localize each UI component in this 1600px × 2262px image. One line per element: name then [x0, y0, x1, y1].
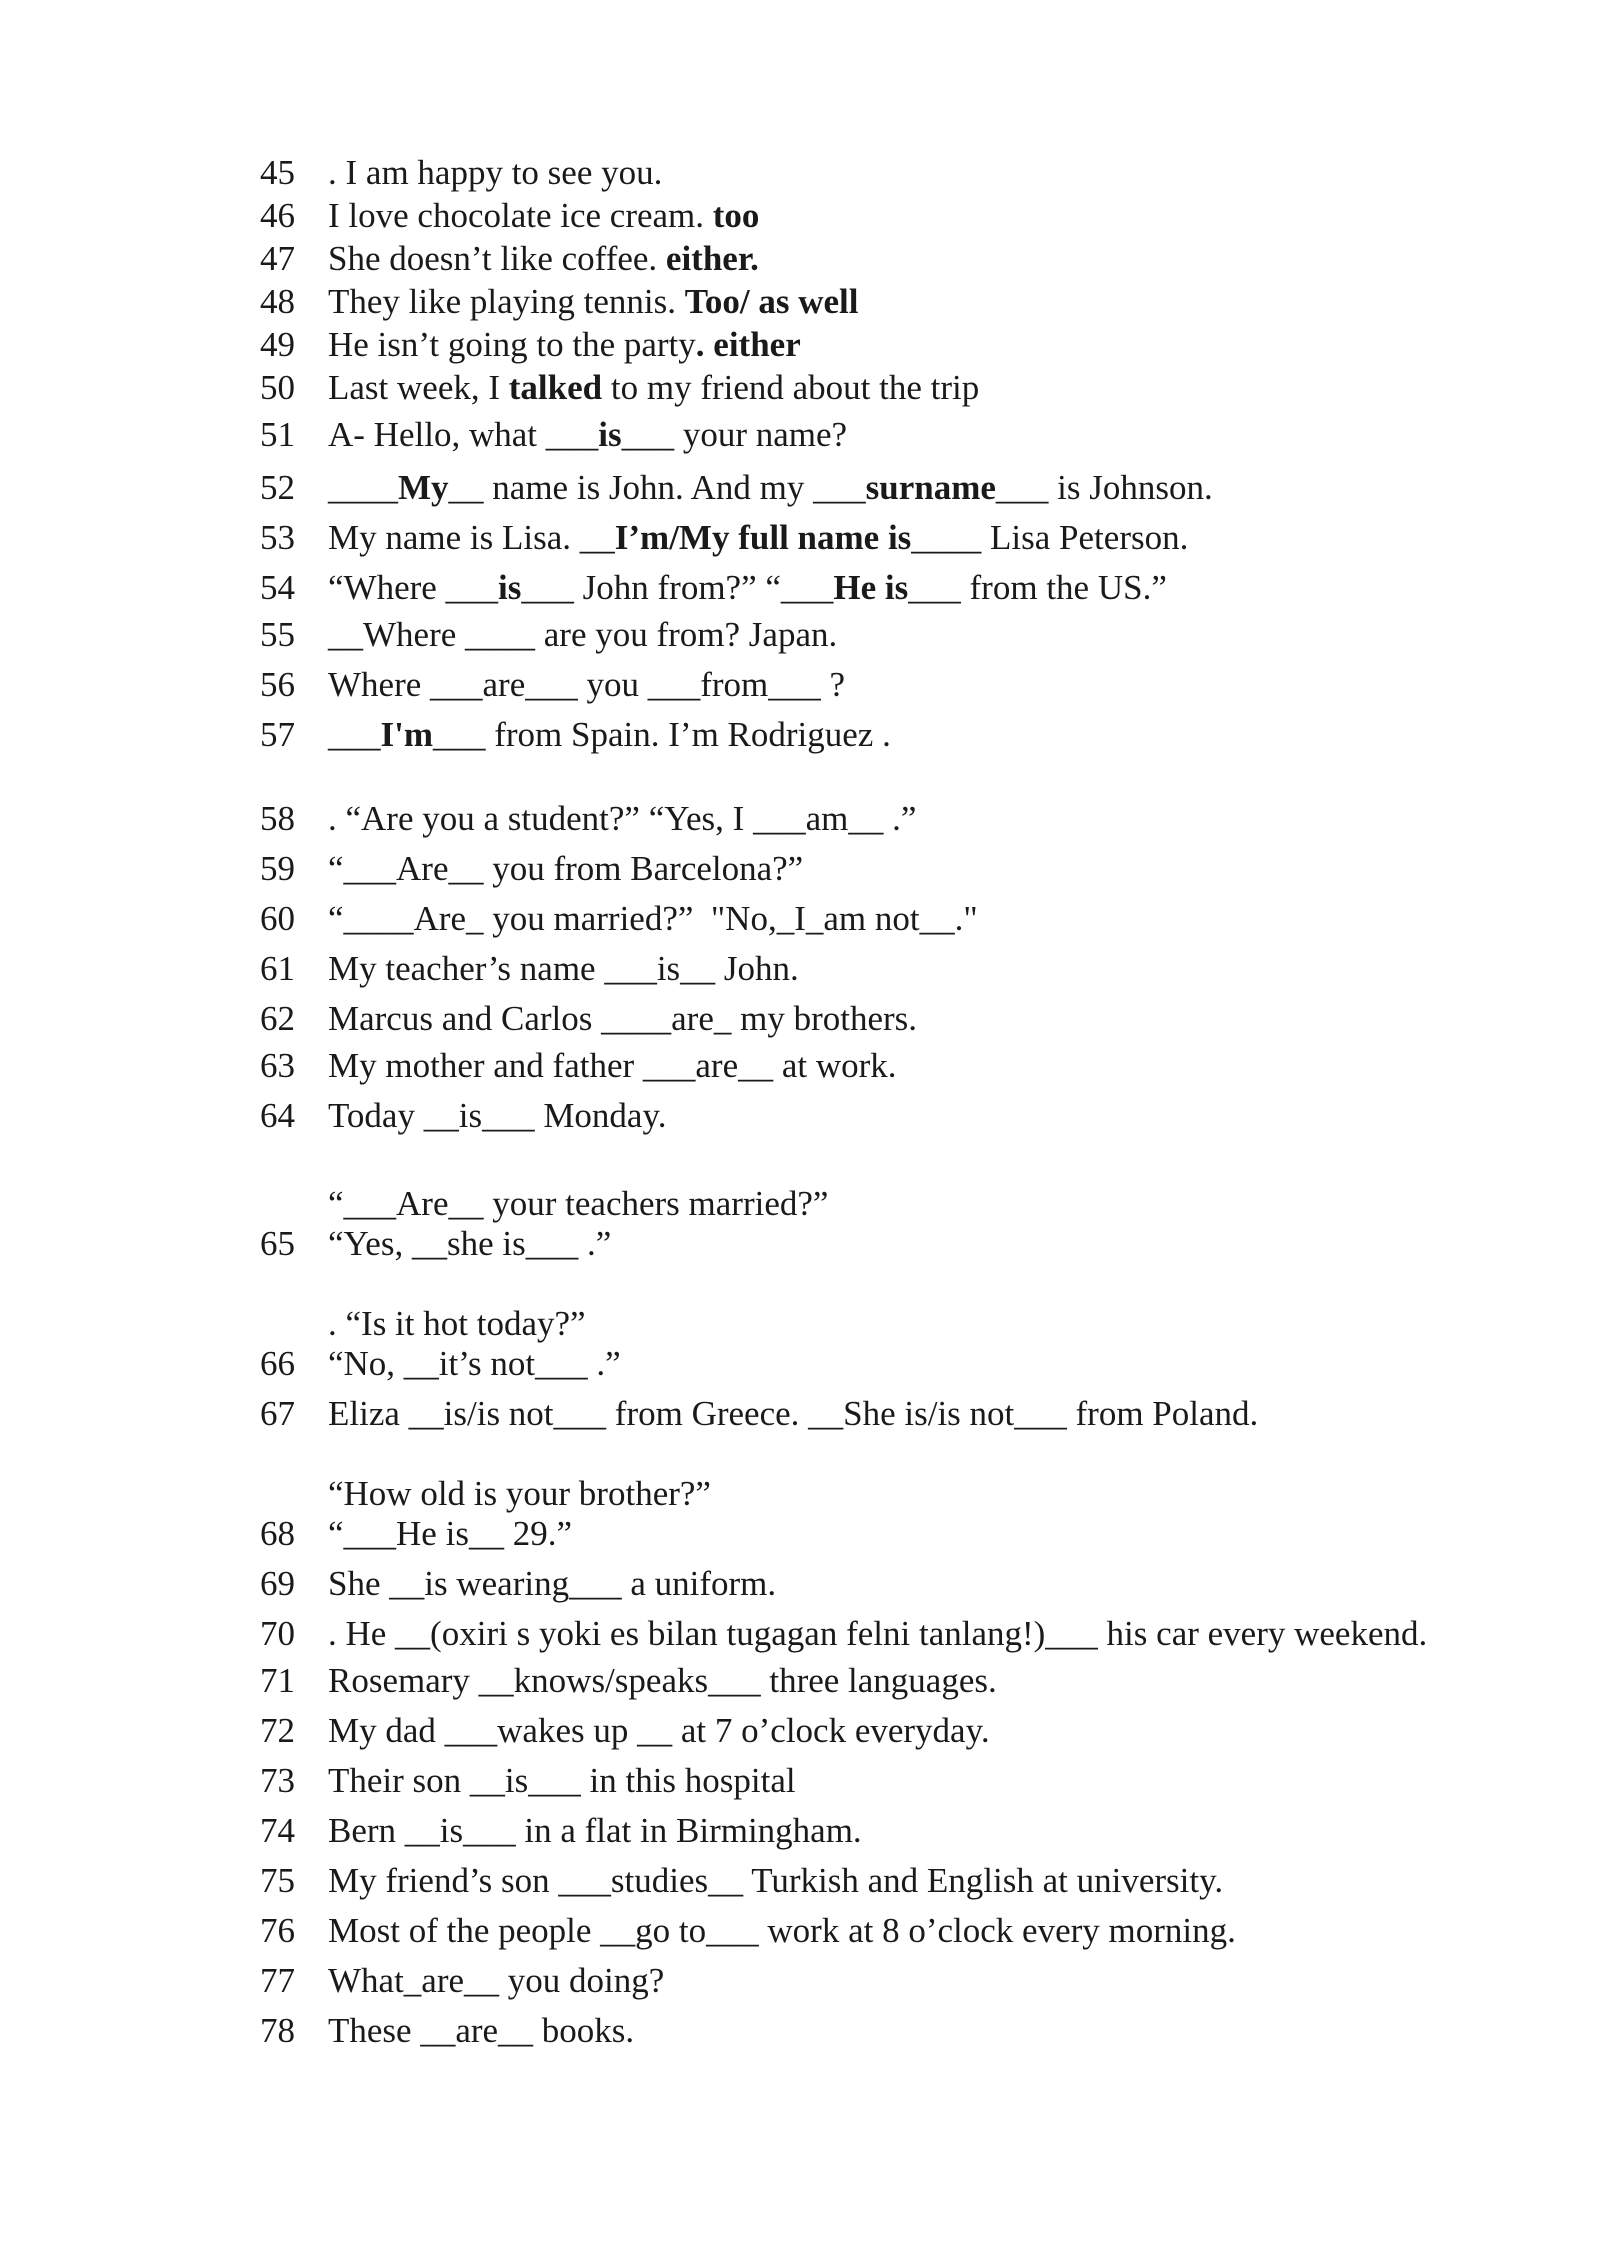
- item-text: [328, 1661, 997, 1701]
- item-text: [328, 1474, 711, 1554]
- item-line: [328, 615, 837, 655]
- item-number: 64: [260, 1096, 295, 1135]
- text-segment: to my friend about the trip: [602, 368, 980, 407]
- item-number: 62: [260, 999, 295, 1038]
- exercise-item: [260, 799, 916, 839]
- item-text: [328, 468, 1213, 508]
- exercise-item: [260, 239, 759, 279]
- item-text: [328, 1394, 1258, 1434]
- text-segment: ____: [328, 468, 398, 507]
- item-text: [328, 949, 799, 989]
- item-line: [328, 1614, 1427, 1654]
- item-line: [328, 665, 845, 705]
- exercise-item: [260, 849, 803, 889]
- text-segment: __ name is John. And my ___: [448, 468, 866, 507]
- item-text: [328, 615, 837, 655]
- exercise-item: [260, 518, 1188, 558]
- text-segment: . I am happy to see you.: [328, 153, 663, 192]
- exercise-item: [260, 999, 917, 1039]
- item-text: [328, 799, 916, 839]
- item-text: [328, 1711, 990, 1751]
- text-segment: Where ___are___ you ___from___ ?: [328, 665, 846, 704]
- text-segment: . “Are you a student?” “Yes, I ___am__ .”: [328, 799, 917, 838]
- item-text: [328, 1096, 666, 1136]
- item-text: [328, 1961, 664, 2001]
- exercise-item: [260, 325, 801, 365]
- item-text: [328, 665, 845, 705]
- item-text: [328, 1046, 897, 1086]
- exercise-item: [260, 1184, 828, 1264]
- text-segment: “Yes, __she is___ .”: [328, 1224, 612, 1263]
- text-segment: . He __(oxiri s yoki es bilan tugagan felni tanlang!)___ his car every weekend.: [328, 1614, 1428, 1653]
- item-line: [328, 1394, 1258, 1434]
- item-number: 67: [260, 1394, 295, 1433]
- item-number: 70: [260, 1614, 295, 1653]
- item-line: [328, 1344, 621, 1384]
- text-segment: Today __is___ Monday.: [328, 1096, 667, 1135]
- text-segment: My dad ___wakes up __ at 7 o’clock everyday.: [328, 1711, 990, 1750]
- text-segment: My friend’s son ___studies__ Turkish and English at university.: [328, 1861, 1224, 1900]
- item-line: [328, 325, 801, 365]
- item-text: [328, 1811, 862, 1851]
- item-number: 47: [260, 239, 295, 278]
- exercise-item: [260, 665, 845, 705]
- exercise-item: [260, 2011, 634, 2051]
- item-line: [328, 2011, 634, 2051]
- item-line: [328, 1474, 711, 1514]
- text-segment: Eliza __is/is not___ from Greece. __She is/is not___ from Poland.: [328, 1394, 1259, 1433]
- item-line: [328, 468, 1213, 508]
- exercise-item: [260, 899, 978, 939]
- text-segment: ___ your name?: [621, 415, 848, 454]
- exercise-item: [260, 1394, 1258, 1434]
- answer-bold: Too/ as well: [684, 282, 859, 321]
- item-number: 68: [260, 1514, 295, 1553]
- exercise-item: [260, 468, 1213, 508]
- item-number: 73: [260, 1761, 295, 1800]
- exercise-item: [260, 1811, 862, 1851]
- item-text: [328, 368, 979, 408]
- item-text: [328, 1761, 796, 1801]
- text-segment: “How old is your brother?”: [328, 1474, 711, 1513]
- item-line: [328, 1046, 897, 1086]
- exercise-item: [260, 949, 799, 989]
- exercise-item: [260, 153, 662, 193]
- text-segment: Rosemary __knows/speaks___ three languages.: [328, 1661, 997, 1700]
- item-text: [328, 2011, 634, 2051]
- text-segment: What_are__ you doing?: [328, 1961, 665, 2000]
- text-segment: She __is wearing___ a uniform.: [328, 1564, 777, 1603]
- answer-bold: is: [598, 415, 622, 454]
- exercise-item: [260, 1096, 666, 1136]
- item-text: [328, 1184, 828, 1264]
- item-number: 57: [260, 715, 295, 754]
- item-number: 66: [260, 1344, 295, 1383]
- item-line: [328, 1661, 997, 1701]
- answer-bold: too: [712, 196, 760, 235]
- item-line: [328, 415, 847, 455]
- item-line: [328, 1711, 990, 1751]
- exercise-item: [260, 1761, 796, 1801]
- item-number: 63: [260, 1046, 295, 1085]
- item-number: 50: [260, 368, 295, 407]
- item-number: 53: [260, 518, 295, 557]
- item-line: [328, 1184, 828, 1224]
- item-line: [328, 153, 662, 193]
- text-segment: “___Are__ you from Barcelona?”: [328, 849, 804, 888]
- item-line: [328, 1304, 621, 1344]
- item-number: 61: [260, 949, 295, 988]
- text-segment: Marcus and Carlos ____are_ my brothers.: [328, 999, 918, 1038]
- item-line: [328, 1911, 1236, 1951]
- item-number: 52: [260, 468, 295, 507]
- item-line: [328, 1761, 796, 1801]
- text-segment: ___ from Spain. I’m Rodriguez .: [433, 715, 891, 754]
- item-number: 78: [260, 2011, 295, 2050]
- item-text: [328, 153, 662, 193]
- text-segment: My teacher’s name ___is__ John.: [328, 949, 799, 988]
- item-line: [328, 999, 917, 1039]
- exercise-item: [260, 568, 1167, 608]
- exercise-item: [260, 196, 759, 236]
- item-text: [328, 1614, 1427, 1654]
- item-line: [328, 282, 858, 322]
- item-text: [328, 999, 917, 1039]
- text-segment: A- Hello, what ___: [328, 415, 599, 454]
- item-number: 48: [260, 282, 295, 321]
- item-line: [328, 1811, 862, 1851]
- answer-bold: is: [498, 568, 522, 607]
- text-segment: They like playing tennis.: [328, 282, 685, 321]
- exercise-item: [260, 368, 979, 408]
- exercise-item: [260, 1911, 1236, 1951]
- item-number: 60: [260, 899, 295, 938]
- text-segment: I love chocolate ice cream.: [328, 196, 713, 235]
- text-segment: Last week, I: [328, 368, 509, 407]
- exercise-item: [260, 1711, 990, 1751]
- item-text: [328, 1304, 621, 1384]
- item-text: [328, 239, 759, 279]
- exercise-item: [260, 282, 858, 322]
- answer-bold: surname: [865, 468, 996, 507]
- exercise-item: [260, 1861, 1223, 1901]
- item-text: [328, 1911, 1236, 1951]
- item-text: [328, 1861, 1223, 1901]
- item-line: [328, 518, 1188, 558]
- item-line: [328, 1564, 776, 1604]
- text-segment: He isn’t going to the party: [328, 325, 696, 364]
- item-number: 51: [260, 415, 295, 454]
- item-line: [328, 949, 799, 989]
- item-number: 59: [260, 849, 295, 888]
- item-line: [328, 568, 1167, 608]
- exercise-item: [260, 715, 891, 755]
- item-text: [328, 715, 891, 755]
- exercise-item: [260, 1046, 897, 1086]
- text-segment: My mother and father ___are__ at work.: [328, 1046, 897, 1085]
- item-line: [328, 239, 759, 279]
- answer-bold: I’m/My full name is: [614, 518, 912, 557]
- text-segment: __Where ____ are you from? Japan.: [328, 615, 838, 654]
- answer-bold: He is: [833, 568, 909, 607]
- text-segment: “___Are__ your teachers married?”: [328, 1184, 829, 1223]
- item-number: 76: [260, 1911, 295, 1950]
- item-number: 69: [260, 1564, 295, 1603]
- item-text: [328, 568, 1167, 608]
- item-number: 55: [260, 615, 295, 654]
- item-line: [328, 1224, 828, 1264]
- item-number: 74: [260, 1811, 295, 1850]
- item-number: 77: [260, 1961, 295, 2000]
- item-number: 58: [260, 799, 295, 838]
- item-text: [328, 1564, 776, 1604]
- text-segment: ___ from the US.”: [908, 568, 1167, 607]
- item-number: 71: [260, 1661, 295, 1700]
- text-segment: “____Are_ you married?” "No,_I_am not__.": [328, 899, 978, 938]
- exercise-item: [260, 1564, 776, 1604]
- item-text: [328, 415, 847, 455]
- item-line: [328, 1961, 664, 2001]
- item-number: 56: [260, 665, 295, 704]
- exercise-item: [260, 1304, 621, 1384]
- answer-bold: I'm: [380, 715, 433, 754]
- text-segment: . “Is it hot today?”: [328, 1304, 586, 1343]
- item-line: [328, 196, 759, 236]
- text-segment: ___ is Johnson.: [995, 468, 1213, 507]
- answer-bold: . either: [695, 325, 801, 364]
- answer-bold: My: [398, 468, 449, 507]
- item-line: [328, 368, 979, 408]
- item-number: 49: [260, 325, 295, 364]
- answer-bold: either.: [665, 239, 759, 278]
- exercise-item: [260, 615, 837, 655]
- item-line: [328, 1096, 666, 1136]
- text-segment: ___ John from?” “___: [521, 568, 834, 607]
- item-line: [328, 799, 916, 839]
- text-segment: She doesn’t like coffee.: [328, 239, 666, 278]
- item-number: 46: [260, 196, 295, 235]
- text-segment: ____ Lisa Peterson.: [911, 518, 1189, 557]
- item-text: [328, 518, 1188, 558]
- text-segment: Bern __is___ in a flat in Birmingham.: [328, 1811, 862, 1850]
- item-number: 45: [260, 153, 295, 192]
- item-line: [328, 1514, 711, 1554]
- text-segment: “Where ___: [328, 568, 499, 607]
- item-text: [328, 849, 803, 889]
- text-segment: These __are__ books.: [328, 2011, 635, 2050]
- answer-bold: talked: [508, 368, 603, 407]
- item-number: 65: [260, 1224, 295, 1263]
- text-segment: Their son __is___ in this hospital: [328, 1761, 796, 1800]
- text-segment: My name is Lisa. __: [328, 518, 615, 557]
- exercise-item: [260, 1614, 1427, 1654]
- text-segment: “No, __it’s not___ .”: [328, 1344, 621, 1383]
- exercise-item: [260, 415, 847, 455]
- item-line: [328, 849, 803, 889]
- text-segment: ___: [328, 715, 381, 754]
- item-text: [328, 282, 858, 322]
- item-number: 75: [260, 1861, 295, 1900]
- item-line: [328, 715, 891, 755]
- item-line: [328, 1861, 1223, 1901]
- item-text: [328, 325, 801, 365]
- item-number: 72: [260, 1711, 295, 1750]
- exercise-item: [260, 1474, 711, 1554]
- text-segment: “___He is__ 29.”: [328, 1514, 572, 1553]
- exercise-item: [260, 1661, 997, 1701]
- text-segment: Most of the people __go to___ work at 8 o’clock every morning.: [328, 1911, 1236, 1950]
- item-text: [328, 196, 759, 236]
- item-line: [328, 899, 978, 939]
- item-text: [328, 899, 978, 939]
- exercise-item: [260, 1961, 664, 2001]
- item-number: 54: [260, 568, 295, 607]
